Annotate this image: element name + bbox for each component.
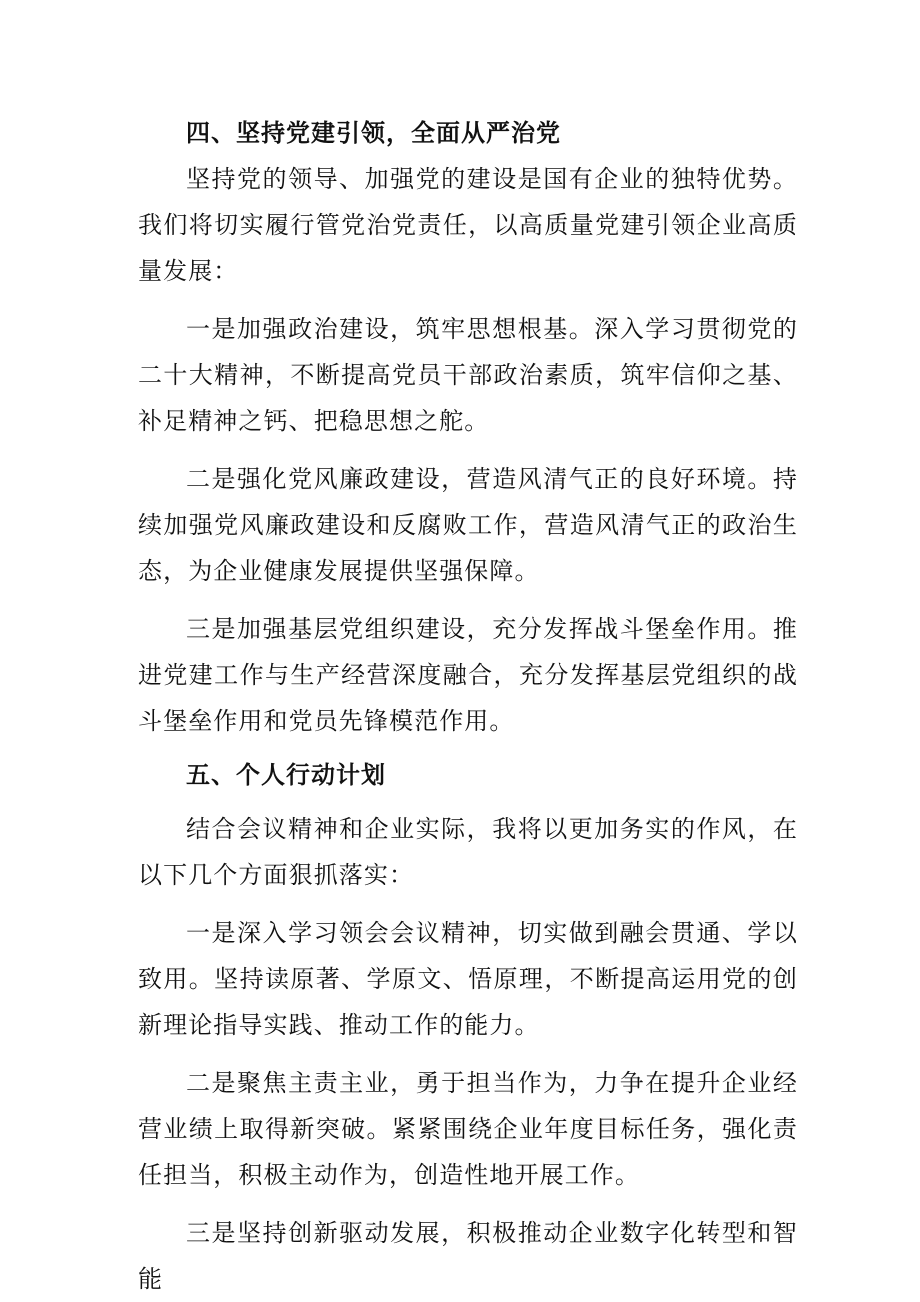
section-4-item-3: 三是加强基层党组织建设，充分发挥战斗堡垒作用。推进党建工作与生产经营深度融合，充分发挥基层党组织的战斗堡垒作用和党员先锋模范作用。 (138, 615, 798, 735)
section-4-item-2: 二是强化党风廉政建设，营造风清气正的良好环境。持续加强党风廉政建设和反腐败工作，营造风清气正的政治生态，为企业健康发展提供坚强保障。 (138, 465, 798, 585)
section-4-item-1: 一是加强政治建设，筑牢思想根基。深入学习贯彻党的二十大精神，不断提高党员干部政治素质，筑牢信仰之基、补足精神之钙、把稳思想之舵。 (138, 315, 798, 435)
section-5-item-2: 二是聚焦主责主业，勇于担当作为，力争在提升企业经营业绩上取得新突破。紧紧围绕企业年度目标任务，强化责任担当，积极主动作为，创造性地开展工作。 (138, 1069, 798, 1189)
document-body (138, 110, 798, 1302)
section-4-heading: 四、坚持党建引领，全面从严治党 (186, 119, 561, 147)
section-5-item-3: 三是坚持创新驱动发展，积极推动企业数字化转型和智能 (138, 1219, 798, 1293)
section-5-heading: 五、个人行动计划 (186, 761, 386, 789)
section-5-item-1: 一是深入学习领会会议精神，切实做到融会贯通、学以致用。坚持读原著、学原文、悟原理，不断提高运用党的创新理论指导实践、推动工作的能力。 (138, 919, 798, 1039)
section-4-intro: 坚持党的领导、加强党的建设是国有企业的独特优势。我们将切实履行管党治党责任，以高质量党建引领企业高质量发展： (138, 165, 798, 285)
section-5-intro: 结合会议精神和企业实际，我将以更加务实的作风，在以下几个方面狠抓落实： (138, 815, 798, 889)
